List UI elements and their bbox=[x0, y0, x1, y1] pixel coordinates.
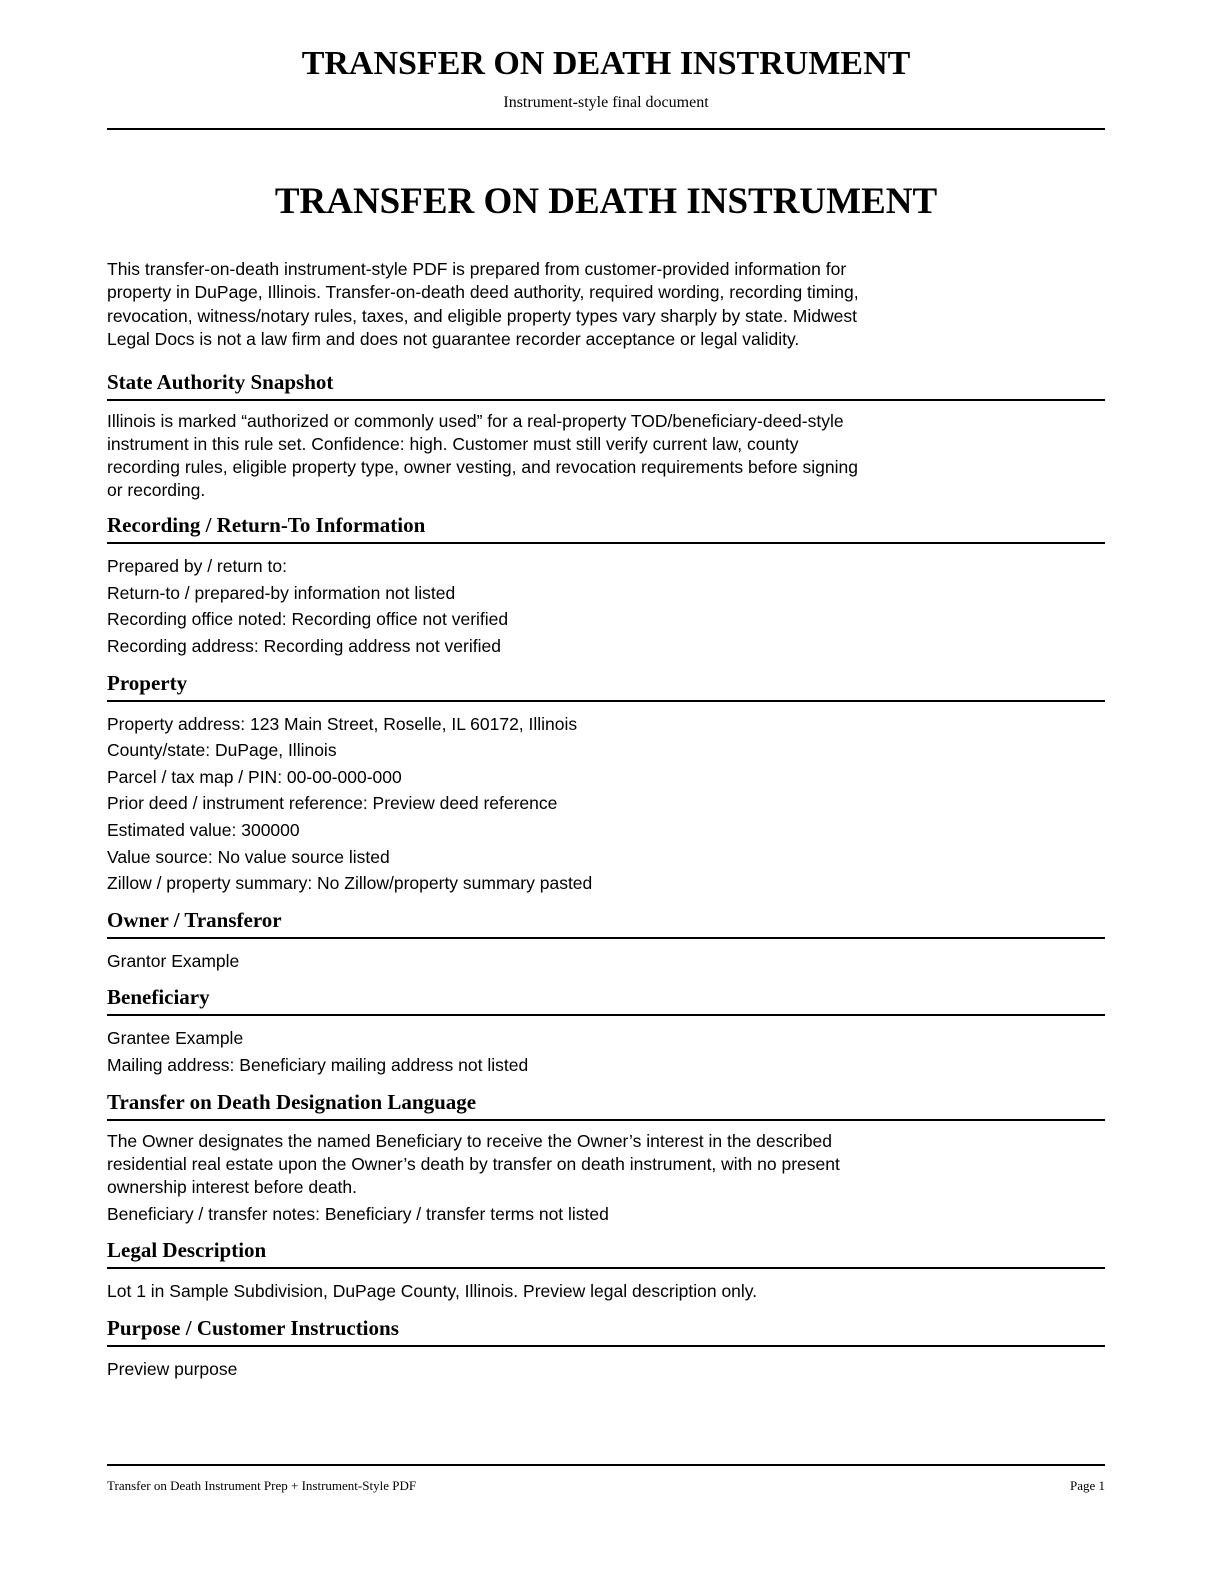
property-summary: Zillow / property summary: No Zillow/property summary pasted bbox=[107, 873, 593, 894]
recording-line: Return-to / prepared-by information not listed bbox=[107, 582, 456, 603]
recording-line: Recording office noted: Recording office not verified bbox=[107, 609, 509, 630]
section-state-authority bbox=[107, 369, 1105, 502]
section-heading: Owner / Transferor bbox=[107, 907, 1105, 939]
section-recording bbox=[107, 512, 1105, 659]
section-designation bbox=[107, 1089, 1105, 1228]
header-title: TRANSFER ON DEATH INSTRUMENT bbox=[301, 45, 911, 82]
property-county-state: County/state: DuPage, Illinois bbox=[107, 740, 337, 761]
header-subtitle: Instrument-style final document bbox=[503, 94, 709, 111]
property-prior-deed: Prior deed / instrument reference: Preview deed reference bbox=[107, 793, 558, 814]
document-title: TRANSFER ON DEATH INSTRUMENT bbox=[274, 181, 938, 222]
recording-line: Recording address: Recording address not verified bbox=[107, 635, 501, 656]
document-body bbox=[107, 258, 1105, 1392]
section-legal-description bbox=[107, 1237, 1105, 1305]
document-page bbox=[107, 0, 1105, 1584]
property-value-source: Value source: No value source listed bbox=[107, 846, 390, 867]
footer-page-number: Page 1 bbox=[1069, 1478, 1105, 1493]
section-heading: Transfer on Death Designation Language bbox=[107, 1089, 1105, 1121]
designation-paragraph: The Owner designates the named Beneficiary to receive the Owner’s interest in the described residential real estate upon the Owner’s death by transfer on death instrument, with no present ownership interest before death. bbox=[107, 1130, 840, 1197]
footer-document-name: Transfer on Death Instrument Prep + Instrument-Style PDF bbox=[107, 1478, 417, 1493]
section-owner bbox=[107, 907, 1105, 975]
intro-paragraph: This transfer-on-death instrument-style PDF is prepared from customer-provided information for property in DuPage, Illinois. Transfer-on-death deed authority, required wording, recording timing, revocation, witness/notary rules, taxes, and eligible property types vary sharply by state. Midwest Legal Docs is not a law firm and does not guarantee recorder acceptance or legal validity. bbox=[107, 259, 859, 349]
section-paragraph: Illinois is marked “authorized or commonly used” for a real-property TOD/beneficiary-deed-style instrument in this rule set. Confidence: high. Customer must still verify current law, county recording rules, eligible property type, owner vesting, and revocation requirements before signing or recording. bbox=[107, 411, 858, 501]
designation-notes: Beneficiary / transfer notes: Beneficiary / transfer terms not listed bbox=[107, 1203, 609, 1224]
property-address: Property address: 123 Main Street, Roselle, IL 60172, Illinois bbox=[107, 713, 578, 734]
section-heading: Recording / Return-To Information bbox=[107, 512, 1105, 544]
owner-name: Grantor Example bbox=[107, 950, 240, 971]
beneficiary-name: Grantee Example bbox=[107, 1028, 244, 1049]
section-heading: State Authority Snapshot bbox=[107, 369, 1105, 401]
section-heading: Purpose / Customer Instructions bbox=[107, 1315, 1105, 1347]
beneficiary-mailing-address: Mailing address: Beneficiary mailing address not listed bbox=[107, 1054, 529, 1075]
purpose-text: Preview purpose bbox=[107, 1358, 238, 1379]
footer-divider bbox=[107, 1464, 1105, 1466]
section-heading: Property bbox=[107, 670, 1105, 702]
property-estimated-value: Estimated value: 300000 bbox=[107, 819, 300, 840]
section-heading: Legal Description bbox=[107, 1237, 1105, 1269]
property-parcel: Parcel / tax map / PIN: 00-00-000-000 bbox=[107, 766, 402, 787]
section-beneficiary bbox=[107, 984, 1105, 1078]
section-property bbox=[107, 670, 1105, 897]
legal-description-text: Lot 1 in Sample Subdivision, DuPage County, Illinois. Preview legal description only. bbox=[107, 1281, 758, 1302]
header-divider bbox=[107, 128, 1105, 130]
section-purpose bbox=[107, 1315, 1105, 1383]
recording-line: Prepared by / return to: bbox=[107, 556, 287, 577]
section-heading: Beneficiary bbox=[107, 984, 1105, 1016]
